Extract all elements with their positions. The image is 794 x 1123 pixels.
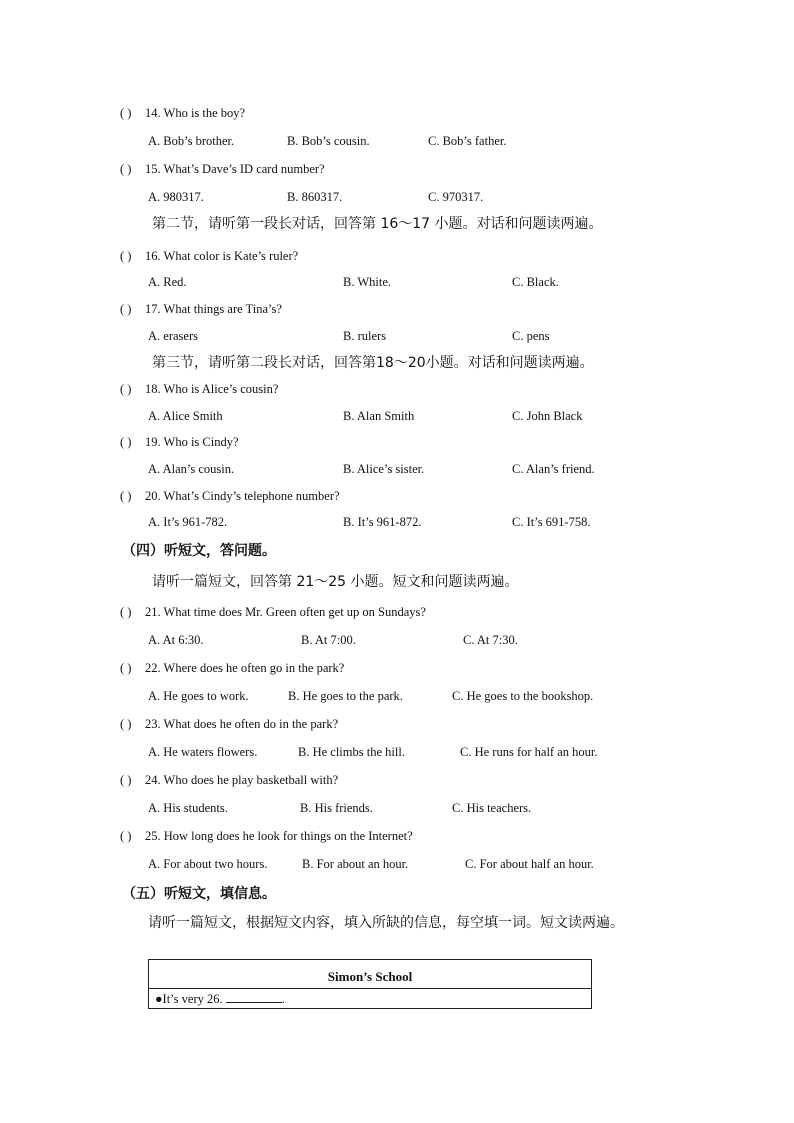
option-21a: A. At 6:30.	[148, 633, 204, 647]
option-15a: A. 980317.	[148, 190, 204, 204]
option-15c: C. 970317.	[428, 190, 484, 204]
table-header: Simon’s School	[149, 960, 591, 989]
option-17a: A. erasers	[148, 329, 198, 343]
option-25b: B. For about an hour.	[302, 857, 409, 871]
question-22: 22. Where does he often go in the park?	[145, 661, 345, 675]
option-20c: C. It’s 691-758.	[512, 515, 591, 529]
option-23a: A. He waters flowers.	[148, 745, 258, 759]
answer-paren-21: ( )	[120, 605, 132, 619]
answer-paren-16: ( )	[120, 249, 132, 263]
option-18c: C. John Black	[512, 409, 583, 423]
option-24c: C. His teachers.	[452, 801, 532, 815]
answer-paren-17: ( )	[120, 302, 132, 316]
question-18: 18. Who is Alice’s cousin?	[145, 382, 279, 396]
part-5-instruction: 请听一篇短文，根据短文内容，填入所缺的信息，每空填一词。短文读两遍。	[148, 915, 624, 931]
section-3-instruction: 第三节，请听第二段长对话，回答第18～20小题。对话和问题读两遍。	[152, 355, 594, 371]
question-19: 19. Who is Cindy?	[145, 435, 239, 449]
question-17: 17. What things are Tina’s?	[145, 302, 282, 316]
option-20b: B. It’s 961-872.	[343, 515, 422, 529]
answer-paren-24: ( )	[120, 773, 132, 787]
table-row	[155, 991, 285, 1007]
option-20a: A. It’s 961-782.	[148, 515, 228, 529]
option-22b: B. He goes to the park.	[288, 689, 403, 703]
option-19b: B. Alice’s sister.	[343, 462, 425, 476]
option-16a: A. Red.	[148, 275, 187, 289]
option-18a: A. Alice Smith	[148, 409, 223, 423]
question-23: 23. What does he often do in the park?	[145, 717, 339, 731]
section-2-instruction: 第二节，请听第一段长对话，回答第 16～17 小题。对话和问题读两遍。	[152, 216, 603, 232]
option-16b: B. White.	[343, 275, 392, 289]
answer-blank-26[interactable]	[226, 991, 282, 1003]
question-20: 20. What’s Cindy’s telephone number?	[145, 489, 340, 503]
answer-paren-14: ( )	[120, 106, 132, 120]
answer-paren-25: ( )	[120, 829, 132, 843]
option-21c: C. At 7:30.	[463, 633, 518, 647]
option-23c: C. He runs for half an hour.	[460, 745, 598, 759]
option-21b: B. At 7:00.	[301, 633, 356, 647]
answer-paren-19: ( )	[120, 435, 132, 449]
row-suffix: .	[281, 992, 285, 1006]
question-15: 15. What’s Dave’s ID card number?	[145, 162, 325, 176]
option-25a: A. For about two hours.	[148, 857, 268, 871]
option-22c: C. He goes to the bookshop.	[452, 689, 594, 703]
option-14a: A. Bob’s brother.	[148, 134, 235, 148]
option-23b: B. He climbs the hill.	[298, 745, 405, 759]
option-19c: C. Alan’s friend.	[512, 462, 595, 476]
question-14: 14. Who is the boy?	[145, 106, 246, 120]
option-14b: B. Bob’s cousin.	[287, 134, 370, 148]
option-14c: C. Bob’s father.	[428, 134, 507, 148]
info-table	[148, 959, 592, 1009]
answer-paren-20: ( )	[120, 489, 132, 503]
row-text: ●It’s very 26.	[155, 992, 226, 1006]
option-22a: A. He goes to work.	[148, 689, 249, 703]
option-19a: A. Alan’s cousin.	[148, 462, 235, 476]
option-25c: C. For about half an hour.	[465, 857, 594, 871]
part-4-title: （四）听短文，答问题。	[122, 543, 276, 559]
answer-paren-22: ( )	[120, 661, 132, 675]
question-25: 25. How long does he look for things on the Internet?	[145, 829, 413, 843]
option-24b: B. His friends.	[300, 801, 373, 815]
option-15b: B. 860317.	[287, 190, 343, 204]
question-21: 21. What time does Mr. Green often get up on Sundays?	[145, 605, 426, 619]
question-16: 16. What color is Kate’s ruler?	[145, 249, 299, 263]
option-17c: C. pens	[512, 329, 550, 343]
answer-paren-23: ( )	[120, 717, 132, 731]
part-5-title: （五）听短文，填信息。	[122, 886, 276, 902]
part-4-instruction: 请听一篇短文，回答第 21～25 小题。短文和问题读两遍。	[152, 574, 519, 590]
answer-paren-15: ( )	[120, 162, 132, 176]
option-24a: A. His students.	[148, 801, 228, 815]
option-17b: B. rulers	[343, 329, 387, 343]
option-16c: C. Black.	[512, 275, 559, 289]
option-18b: B. Alan Smith	[343, 409, 415, 423]
question-24: 24. Who does he play basketball with?	[145, 773, 339, 787]
answer-paren-18: ( )	[120, 382, 132, 396]
